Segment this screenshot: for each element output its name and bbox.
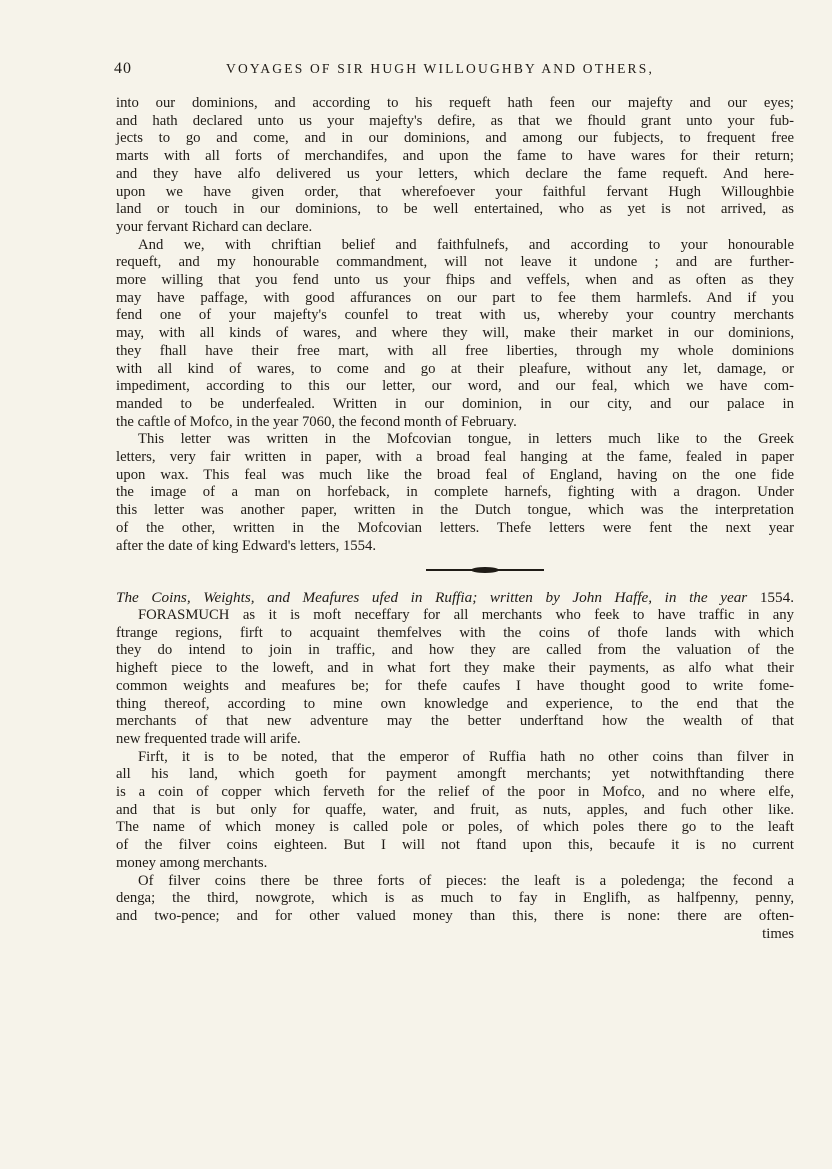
text-line: and that is but only for quaffe, water, and fruit, as nuts, apples, and fuch other like. [116, 801, 794, 818]
page-header [114, 60, 794, 82]
text-line: requeft, and my honourable commandment, will not leave it undone ; and are further- [116, 254, 794, 271]
text-line: marts with all forts of merchandifes, and upon the fame to have wares for their return; [116, 148, 794, 165]
text-line: may, with all kinds of wares, and where they will, make their market in our dominions, [116, 325, 794, 342]
section-title-text: The Coins, Weights, and Meafures ufed in Ruffia; written by John Haffe, in the year [116, 589, 748, 607]
text-line: more willing that you fend unto us your fhips and veffels, when and as often as they [116, 272, 794, 289]
text-line: the image of a man on horfeback, in complete harnefs, fighting with a dragon. Under [116, 484, 794, 501]
text-line: letters, very fair written in paper, with a broad feal hanging at the fame, fealed in paper [116, 449, 794, 466]
text-line: of the filver coins eighteen. But I will not ftand upon this, becaufe it is no current [116, 837, 794, 854]
text-line: fend one of your majefty's counfel to treat with us, whereby your country merchants [116, 307, 794, 324]
text-line: the caftle of Mofco, in the year 7060, the fecond month of February. [116, 413, 517, 430]
text-line: The name of which money is called pole or poles, of which poles there go to the leaft [116, 819, 794, 836]
text-line: of the other, written in the Mofcovian letters. Thefe letters were fent the next year [116, 519, 794, 536]
running-title: VOYAGES OF SIR HUGH WILLOUGHBY AND OTHERS, [226, 61, 655, 76]
text-line: denga; the third, nowgrote, which is as much to fay in Englifh, as halfpenny, penny, [116, 890, 794, 907]
text-line: common weights and meafures be; for thefe caufes I have thought good to write fome- [116, 677, 794, 694]
text-line: This letter was written in the Mofcovian tongue, in letters much like to the Greek [138, 431, 794, 448]
text-line: thing thereof, according to mine own knowledge and experience, to the end that the [116, 695, 794, 712]
text-line: upon we have given order, that wherefoever your faithful fervant Hugh Willoughbie [116, 183, 794, 200]
text-line: they do intend to join in traffic, and how they are called from the valuation of the [116, 642, 794, 659]
letter-paragraph-3 [116, 431, 794, 555]
catchword: times [762, 925, 794, 942]
section-paragraph-3 [116, 873, 794, 926]
text-line: Of filver coins there be three forts of pieces: the leaft is a poledenga; the fecond a [138, 872, 794, 889]
text-line: higheft piece to the loweft, and in what fort they make their payments, as alfo what their [116, 660, 794, 677]
text-line: new frequented trade will arife. [116, 730, 301, 747]
text-line: jects to go and come, and in our dominions, and among our fubjects, to frequent free [116, 130, 794, 147]
text-line: upon wax. This feal was much like the broad feal of England, having on the one fide [116, 466, 794, 483]
text-line: And we, with chriftian belief and faithfulnefs, and according to your honourable [138, 236, 794, 253]
text-line: FORASMUCH as it is moft neceffary for all merchants who feek to have traffic in any [138, 606, 794, 623]
text-line: they fhall have their free mart, with all free liberties, through my whole dominions [116, 342, 794, 359]
letter-paragraph-2 [116, 237, 794, 432]
text-line: all his land, which goeth for payment amongft merchants; yet notwithftanding there [116, 766, 794, 783]
text-line: manded to be underfealed. Written in our dominion, in our city, and our palace in [116, 395, 794, 412]
text-line: money among merchants. [116, 854, 268, 871]
page-body [116, 95, 794, 943]
text-line: and hath declared unto us your majefty's defire, as that we fhould grant unto your fub- [116, 112, 794, 129]
section-paragraph-2 [116, 749, 794, 873]
text-line: ftrange regions, firft to acquaint themfelves with the coins of thofe lands with which [116, 624, 794, 641]
letter-paragraph-1 [116, 95, 794, 237]
section-title [116, 589, 794, 607]
text-line: your fervant Richard can declare. [116, 218, 313, 235]
text-line: may have paffage, with good affurances on our part to fee them harmlefs. And if you [116, 289, 794, 306]
text-line: and two-pence; and for other valued money than this, there is none: there are often- [116, 907, 794, 924]
section-divider [116, 555, 794, 589]
text-line: impediment, according to this our letter, our word, and our feal, which we have com- [116, 378, 794, 395]
text-line: land or touch in our dominions, to be well entertained, who as yet is not arrived, as [116, 201, 794, 218]
divider-ornament [471, 567, 499, 573]
text-line: this letter was another paper, written in the Dutch tongue, which was the interpretation [116, 502, 794, 519]
text-line: into our dominions, and according to his requeft hath feen our majefty and our eyes; [116, 95, 794, 111]
page-number: 40 [114, 60, 132, 77]
text-line: is a coin of copper which ferveth for the relief of the poor in Mofco, and no where elfe, [116, 784, 794, 801]
text-line: with all kind of wares, to come and go at their pleafure, without any let, damage, or [116, 360, 794, 377]
text-line: merchants of that new adventure may the better underftand how the wealth of that [116, 713, 794, 730]
section-paragraph-1 [116, 607, 794, 749]
section-title-year: 1554. [759, 589, 794, 607]
text-line: and they have alfo delivered us your letters, which declare the fame requeft. And here- [116, 165, 794, 182]
text-line: after the date of king Edward's letters, 1554. [116, 537, 377, 554]
text-line: Firft, it is to be noted, that the emperor of Ruffia hath no other coins than filver in [138, 748, 794, 765]
